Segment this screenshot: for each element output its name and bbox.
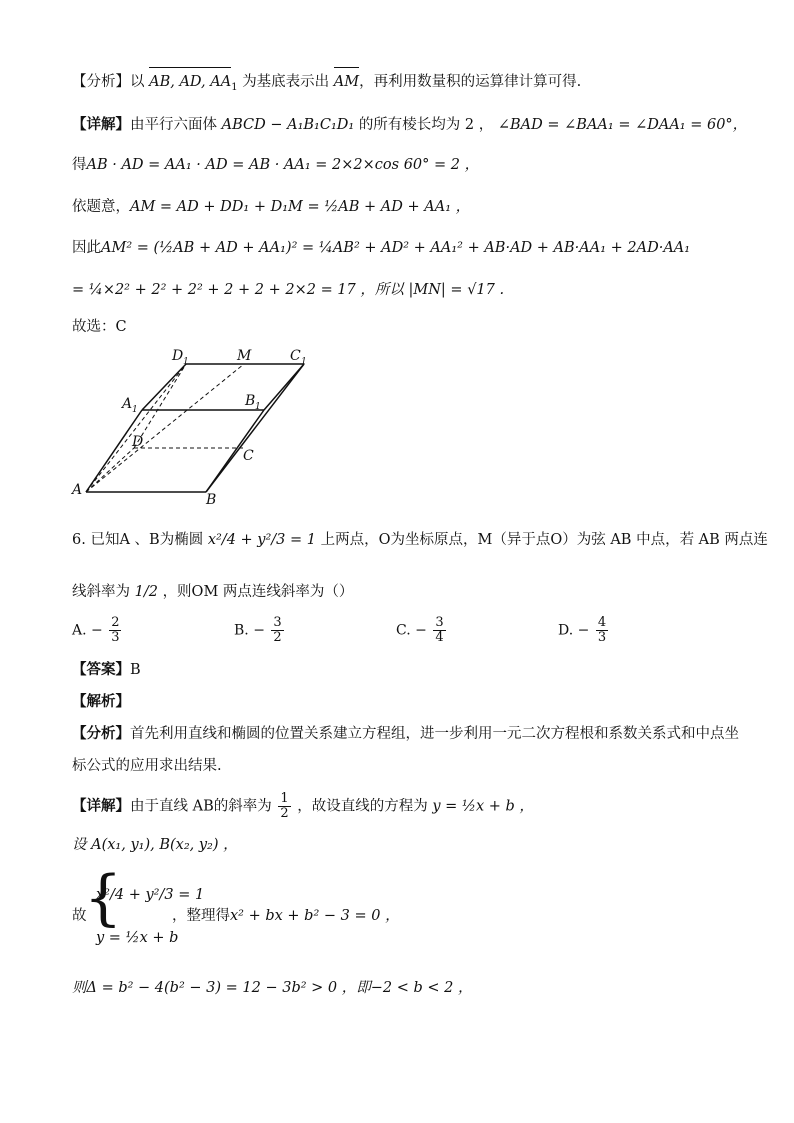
label-C: C — [243, 448, 254, 464]
label-D: D — [132, 434, 144, 450]
analysis-line-1: 【分析】以 AB, AD, $AA_1$ 为基底表示出 AM，再利用数量积的运算律计算可得. — [72, 74, 582, 93]
solution-line-4: 因此AM² = (½AB + AD + AA₁)² = ¼AB² + AD² + AA₁² + AB·AD + AB·AA₁ + 2AD·AA₁ — [72, 240, 691, 256]
detail2-line-3: 故 — [72, 908, 87, 924]
label-M: M — [237, 348, 252, 364]
solution-line-3: 依题意，AM = AD + DD₁ + D₁M = ½AB + AD + AA₁ ， — [72, 199, 471, 215]
question-6-line-1: 6. 已知A 、B为椭圆 x²/4 + y²/3 = 1 上两点，O为坐标原点，M（异于点O）为弦 AB 中点，若 AB 两点连 — [72, 532, 768, 548]
detail2-line-1: 【详解】由于直线 AB的斜率为 $\frac{1}{2}$ ，故设直线的方程为 y = ½x + b ， — [72, 791, 534, 821]
label-D1: D — [172, 348, 184, 364]
answer-value: B — [130, 662, 141, 678]
ellipse-equation: x²/4 + y²/3 = 1 — [207, 532, 316, 548]
answer-tag: 【答案】 — [72, 661, 130, 678]
label-B1: B — [245, 393, 256, 409]
system-eq-2: y = ½x + b — [96, 930, 179, 946]
label-A1: A — [122, 396, 133, 412]
svg-text:1: 1 — [132, 405, 138, 415]
svg-text:1: 1 — [255, 402, 261, 412]
option-d[interactable]: D. − $\frac{4}{3}$ — [558, 615, 607, 645]
edge-AD — [86, 448, 134, 492]
jiexi-tag: 【解析】 — [72, 693, 130, 710]
detail2-line-3b: ，整理得x² + bx + b² − 3 = 0 ， — [172, 908, 400, 924]
edge-AA1 — [86, 410, 142, 492]
solution-line-5: = ¼×2² + 2² + 2² + 2 + 2 + 2×2 = 17 ，所以 |MN| = √17 . — [72, 282, 505, 298]
analysis-tag: 【分析】 — [72, 74, 130, 90]
option-b[interactable]: B. − $\frac{3}{2}$ — [234, 615, 282, 645]
edge-AD1 — [86, 364, 186, 492]
label-B: B — [206, 492, 217, 508]
answer-line — [72, 660, 141, 680]
edge-A1D1 — [142, 364, 186, 410]
solution-line-1: 【详解】由平行六面体 ABCD − A₁B₁C₁D₁ 的所有棱长均为 2 ， ∠BAD = ∠BAA₁ = ∠DAA₁ = 60°， — [72, 116, 748, 133]
detail2-line-4: 则Δ = b² − 4(b² − 3) = 12 − 3b² > 0 ，即−2 < b < 2 ， — [72, 980, 473, 996]
system-brace: { — [84, 863, 123, 933]
system-eq-1: x²/4 + y²/3 = 1 — [96, 887, 205, 903]
label-A: A — [72, 482, 83, 498]
detail2-line-2: 设 A(x₁, y₁), B(x₂, y₂) ， — [72, 837, 238, 853]
analysis2-line-2: 标公式的应用求出结果. — [72, 758, 222, 774]
solution-tag: 【详解】 — [72, 116, 130, 133]
svg-text:1: 1 — [301, 357, 307, 367]
choice-line: 故选：C — [72, 319, 127, 335]
option-a[interactable]: A. − $\frac{2}{3}$ — [72, 615, 120, 645]
option-c[interactable]: C. − $\frac{3}{4}$ — [396, 615, 444, 645]
question-6-line-2: 线斜率为 1/2 ，则OM 两点连线斜率为（） — [72, 584, 354, 600]
analysis2-line-1: 【分析】首先利用直线和椭圆的位置关系建立方程组，进一步利用一元二次方程根和系数关系式和中点坐 — [72, 725, 739, 742]
edge-BC1 — [206, 364, 304, 492]
label-C1: C — [290, 348, 301, 364]
solution-line-2: 得AB · AD = AA₁ · AD = AB · AA₁ = 2×2×cos 60° = 2 ， — [72, 157, 480, 173]
svg-text:1: 1 — [183, 357, 189, 367]
